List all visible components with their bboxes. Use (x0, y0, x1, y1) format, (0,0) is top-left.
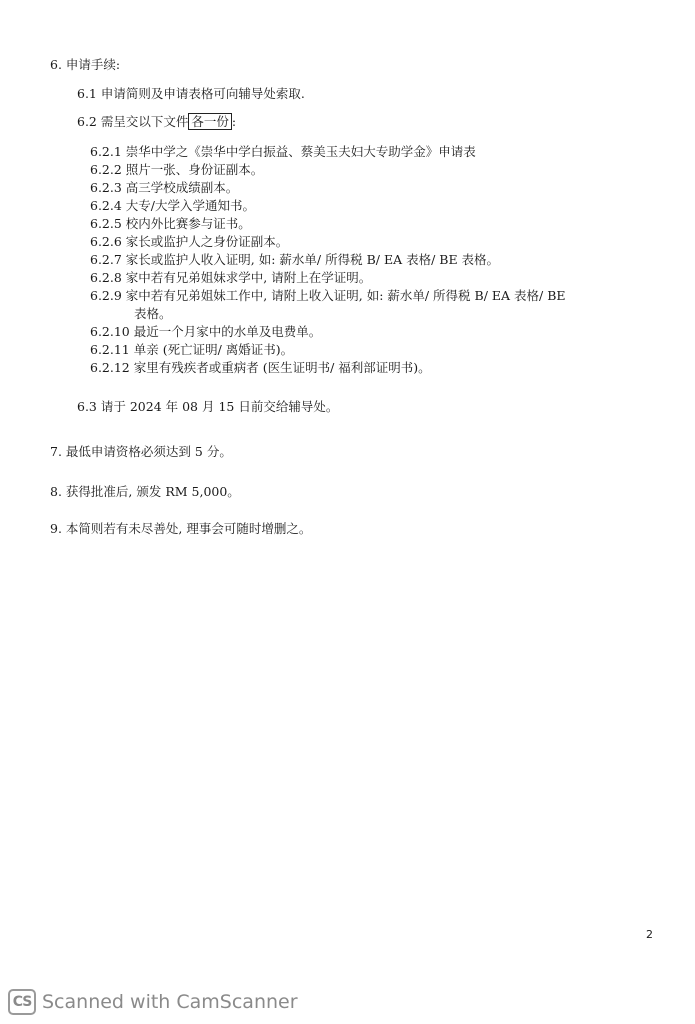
item-number: 6.2.12 (90, 360, 130, 375)
list-item (90, 252, 499, 268)
item-number: 6.2.4 (90, 198, 122, 213)
camscanner-watermark (8, 988, 298, 1016)
item-text: 请于 2024 年 08 月 15 日前交给辅导处。 (100, 399, 339, 414)
section-text: 最低申请资格必须达到 5 分。 (65, 444, 232, 459)
list-item (90, 234, 288, 250)
list-item (90, 162, 263, 178)
item-number: 6.2.5 (90, 216, 122, 231)
item-number: 6.3 (77, 399, 97, 414)
item-number: 6.2 (77, 114, 97, 129)
item-text: 崇华中学之《崇华中学白振益、蔡美玉夫妇大专助学金》申请表 (125, 144, 476, 159)
item-text: 需呈交以下文件 (100, 114, 189, 129)
item-text: 家中若有兄弟姐妹工作中, 请附上收入证明, 如: 薪水单/ 所得税 B/ EA 表格/ BE (125, 288, 566, 303)
item-number: 6.2.1 (90, 144, 122, 159)
section-7 (50, 444, 232, 460)
item-number: 6.2.10 (90, 324, 130, 339)
list-item-continuation (134, 306, 172, 322)
item-text: 照片一张、身份证副本。 (125, 162, 264, 177)
item-text: 家里有残疾者或重病者 (医生证明书/ 福利部证明书)。 (133, 360, 431, 375)
section-9 (50, 521, 311, 537)
boxed-emphasis: 各一份 (188, 113, 232, 130)
list-item (90, 216, 251, 232)
section-number: 8. (50, 484, 62, 499)
item-text-suffix: : (231, 114, 237, 129)
list-item (90, 360, 431, 376)
item-text: 最近一个月家中的水单及电费单。 (133, 324, 322, 339)
section-number: 7. (50, 444, 62, 459)
item-6-1 (77, 86, 305, 102)
item-text: 家长或监护人收入证明, 如: 薪水单/ 所得税 B/ EA 表格/ BE 表格。 (125, 252, 500, 267)
list-item (90, 342, 293, 358)
item-number: 6.2.3 (90, 180, 122, 195)
section-text: 获得批准后, 颁发 RM 5,000。 (65, 484, 240, 499)
item-number: 6.2.8 (90, 270, 122, 285)
section-text: 本简则若有未尽善处, 理事会可随时增删之。 (65, 521, 312, 536)
section-number: 9. (50, 521, 62, 536)
item-6-2 (77, 114, 236, 130)
item-text: 校内外比赛参与证书。 (125, 216, 251, 231)
item-number: 6.2.2 (90, 162, 122, 177)
list-item (90, 180, 238, 196)
item-text: 单亲 (死亡证明/ 离婚证书)。 (133, 342, 294, 357)
item-number: 6.2.9 (90, 288, 122, 303)
item-text: 家中若有兄弟姐妹求学中, 请附上在学证明。 (125, 270, 372, 285)
section-6-heading (50, 57, 120, 73)
section-8 (50, 484, 240, 500)
list-item (90, 288, 566, 304)
item-text: 家长或监护人之身份证副本。 (125, 234, 289, 249)
list-item (90, 144, 476, 160)
section-number: 6. (50, 57, 62, 72)
item-number: 6.1 (77, 86, 97, 101)
page-number: 2 (646, 928, 653, 941)
list-item (90, 198, 255, 214)
item-text: 高三学校成绩副本。 (125, 180, 239, 195)
list-item (90, 324, 321, 340)
item-number: 6.2.7 (90, 252, 122, 267)
section-title: 申请手续: (65, 57, 121, 72)
camscanner-logo-icon: CS (8, 989, 36, 1015)
item-6-3 (77, 399, 338, 415)
item-text-continuation: 表格。 (134, 306, 172, 321)
item-number: 6.2.6 (90, 234, 122, 249)
watermark-text: Scanned with CamScanner (42, 991, 298, 1013)
item-text: 申请简则及申请表格可向辅导处索取. (100, 86, 305, 101)
item-number: 6.2.11 (90, 342, 130, 357)
list-item (90, 270, 371, 286)
item-text: 大专/大学入学通知书。 (125, 198, 256, 213)
